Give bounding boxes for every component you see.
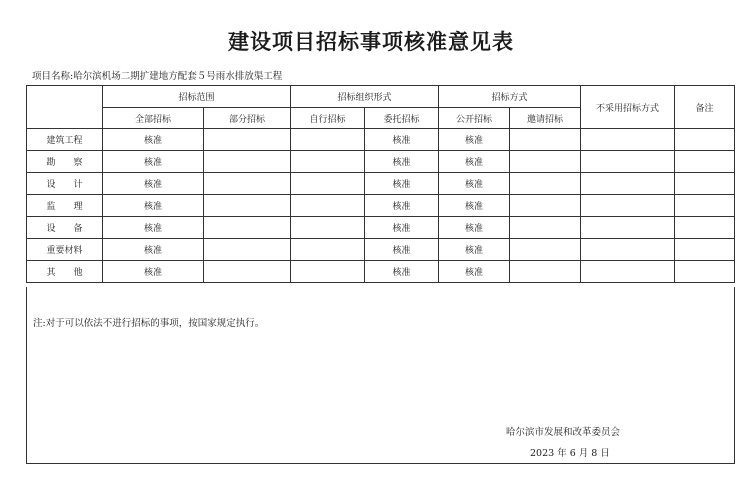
header-open: 公开招标 bbox=[439, 108, 510, 129]
cell-invited bbox=[510, 239, 581, 261]
cell-self bbox=[291, 261, 365, 283]
cell-not-adopted bbox=[581, 151, 675, 173]
cell-invited bbox=[510, 129, 581, 151]
table-row bbox=[27, 129, 735, 151]
table-row bbox=[27, 217, 735, 239]
cell-partial bbox=[204, 239, 291, 261]
row-label: 其 他 bbox=[27, 261, 103, 283]
cell-remarks bbox=[675, 195, 735, 217]
cell-open: 核准 bbox=[439, 173, 510, 195]
cell-self bbox=[291, 195, 365, 217]
table-row bbox=[27, 195, 735, 217]
table-row bbox=[27, 261, 735, 283]
issuing-authority: 哈尔滨市发展和改革委员会 bbox=[506, 427, 621, 438]
cell-invited bbox=[510, 151, 581, 173]
cell-all: 核准 bbox=[103, 151, 204, 173]
row-label: 设 备 bbox=[27, 217, 103, 239]
cell-remarks bbox=[675, 239, 735, 261]
corner-cell bbox=[27, 86, 103, 129]
cell-open: 核准 bbox=[439, 239, 510, 261]
cell-not-adopted bbox=[581, 195, 675, 217]
cell-invited bbox=[510, 195, 581, 217]
table-row bbox=[27, 151, 735, 173]
cell-self bbox=[291, 217, 365, 239]
note-text: 注:对于可以依法不进行招标的事项，按国家规定执行。 bbox=[33, 318, 265, 329]
row-label: 勘 察 bbox=[27, 151, 103, 173]
row-label: 重要材料 bbox=[27, 239, 103, 261]
cell-all: 核准 bbox=[103, 195, 204, 217]
cell-not-adopted bbox=[581, 173, 675, 195]
cell-remarks bbox=[675, 151, 735, 173]
cell-self bbox=[291, 239, 365, 261]
cell-self bbox=[291, 173, 365, 195]
cell-partial bbox=[204, 129, 291, 151]
cell-partial bbox=[204, 151, 291, 173]
cell-entrusted: 核准 bbox=[365, 151, 439, 173]
header-remarks: 备注 bbox=[675, 86, 735, 129]
cell-entrusted: 核准 bbox=[365, 195, 439, 217]
header-self: 自行招标 bbox=[291, 108, 365, 129]
header-org-form: 招标组织形式 bbox=[291, 86, 439, 108]
note-section bbox=[26, 287, 735, 464]
cell-entrusted: 核准 bbox=[365, 129, 439, 151]
cell-invited bbox=[510, 217, 581, 239]
cell-remarks bbox=[675, 129, 735, 151]
cell-all: 核准 bbox=[103, 261, 204, 283]
table-row bbox=[27, 173, 735, 195]
header-method: 招标方式 bbox=[439, 86, 581, 108]
cell-not-adopted bbox=[581, 261, 675, 283]
cell-open: 核准 bbox=[439, 261, 510, 283]
cell-not-adopted bbox=[581, 129, 675, 151]
cell-not-adopted bbox=[581, 217, 675, 239]
cell-open: 核准 bbox=[439, 217, 510, 239]
cell-all: 核准 bbox=[103, 217, 204, 239]
cell-all: 核准 bbox=[103, 239, 204, 261]
approval-table bbox=[26, 85, 735, 283]
cell-remarks bbox=[675, 217, 735, 239]
cell-open: 核准 bbox=[439, 195, 510, 217]
header-scope: 招标范围 bbox=[103, 86, 291, 108]
header-all: 全部招标 bbox=[103, 108, 204, 129]
row-label: 建筑工程 bbox=[27, 129, 103, 151]
row-label: 监 理 bbox=[27, 195, 103, 217]
cell-partial bbox=[204, 173, 291, 195]
document-title: 建设项目招标事项核准意见表 bbox=[228, 29, 514, 54]
cell-invited bbox=[510, 261, 581, 283]
cell-entrusted: 核准 bbox=[365, 261, 439, 283]
cell-self bbox=[291, 129, 365, 151]
row-label: 设 计 bbox=[27, 173, 103, 195]
header-invited: 邀请招标 bbox=[510, 108, 581, 129]
cell-partial bbox=[204, 195, 291, 217]
cell-entrusted: 核准 bbox=[365, 239, 439, 261]
cell-all: 核准 bbox=[103, 129, 204, 151]
issue-date: 2023 年 6 月 8 日 bbox=[530, 448, 610, 459]
cell-partial bbox=[204, 261, 291, 283]
header-not-adopted: 不采用招标方式 bbox=[581, 86, 675, 129]
cell-all: 核准 bbox=[103, 173, 204, 195]
header-row-1 bbox=[27, 86, 735, 108]
cell-remarks bbox=[675, 173, 735, 195]
header-entrusted: 委托招标 bbox=[365, 108, 439, 129]
header-partial: 部分招标 bbox=[204, 108, 291, 129]
project-name: 项目名称:哈尔滨机场二期扩建地方配套５号雨水排放渠工程 bbox=[32, 71, 283, 82]
cell-invited bbox=[510, 173, 581, 195]
cell-entrusted: 核准 bbox=[365, 173, 439, 195]
cell-remarks bbox=[675, 261, 735, 283]
cell-open: 核准 bbox=[439, 129, 510, 151]
cell-partial bbox=[204, 217, 291, 239]
cell-not-adopted bbox=[581, 239, 675, 261]
cell-entrusted: 核准 bbox=[365, 217, 439, 239]
cell-self bbox=[291, 151, 365, 173]
cell-open: 核准 bbox=[439, 151, 510, 173]
table-row bbox=[27, 239, 735, 261]
